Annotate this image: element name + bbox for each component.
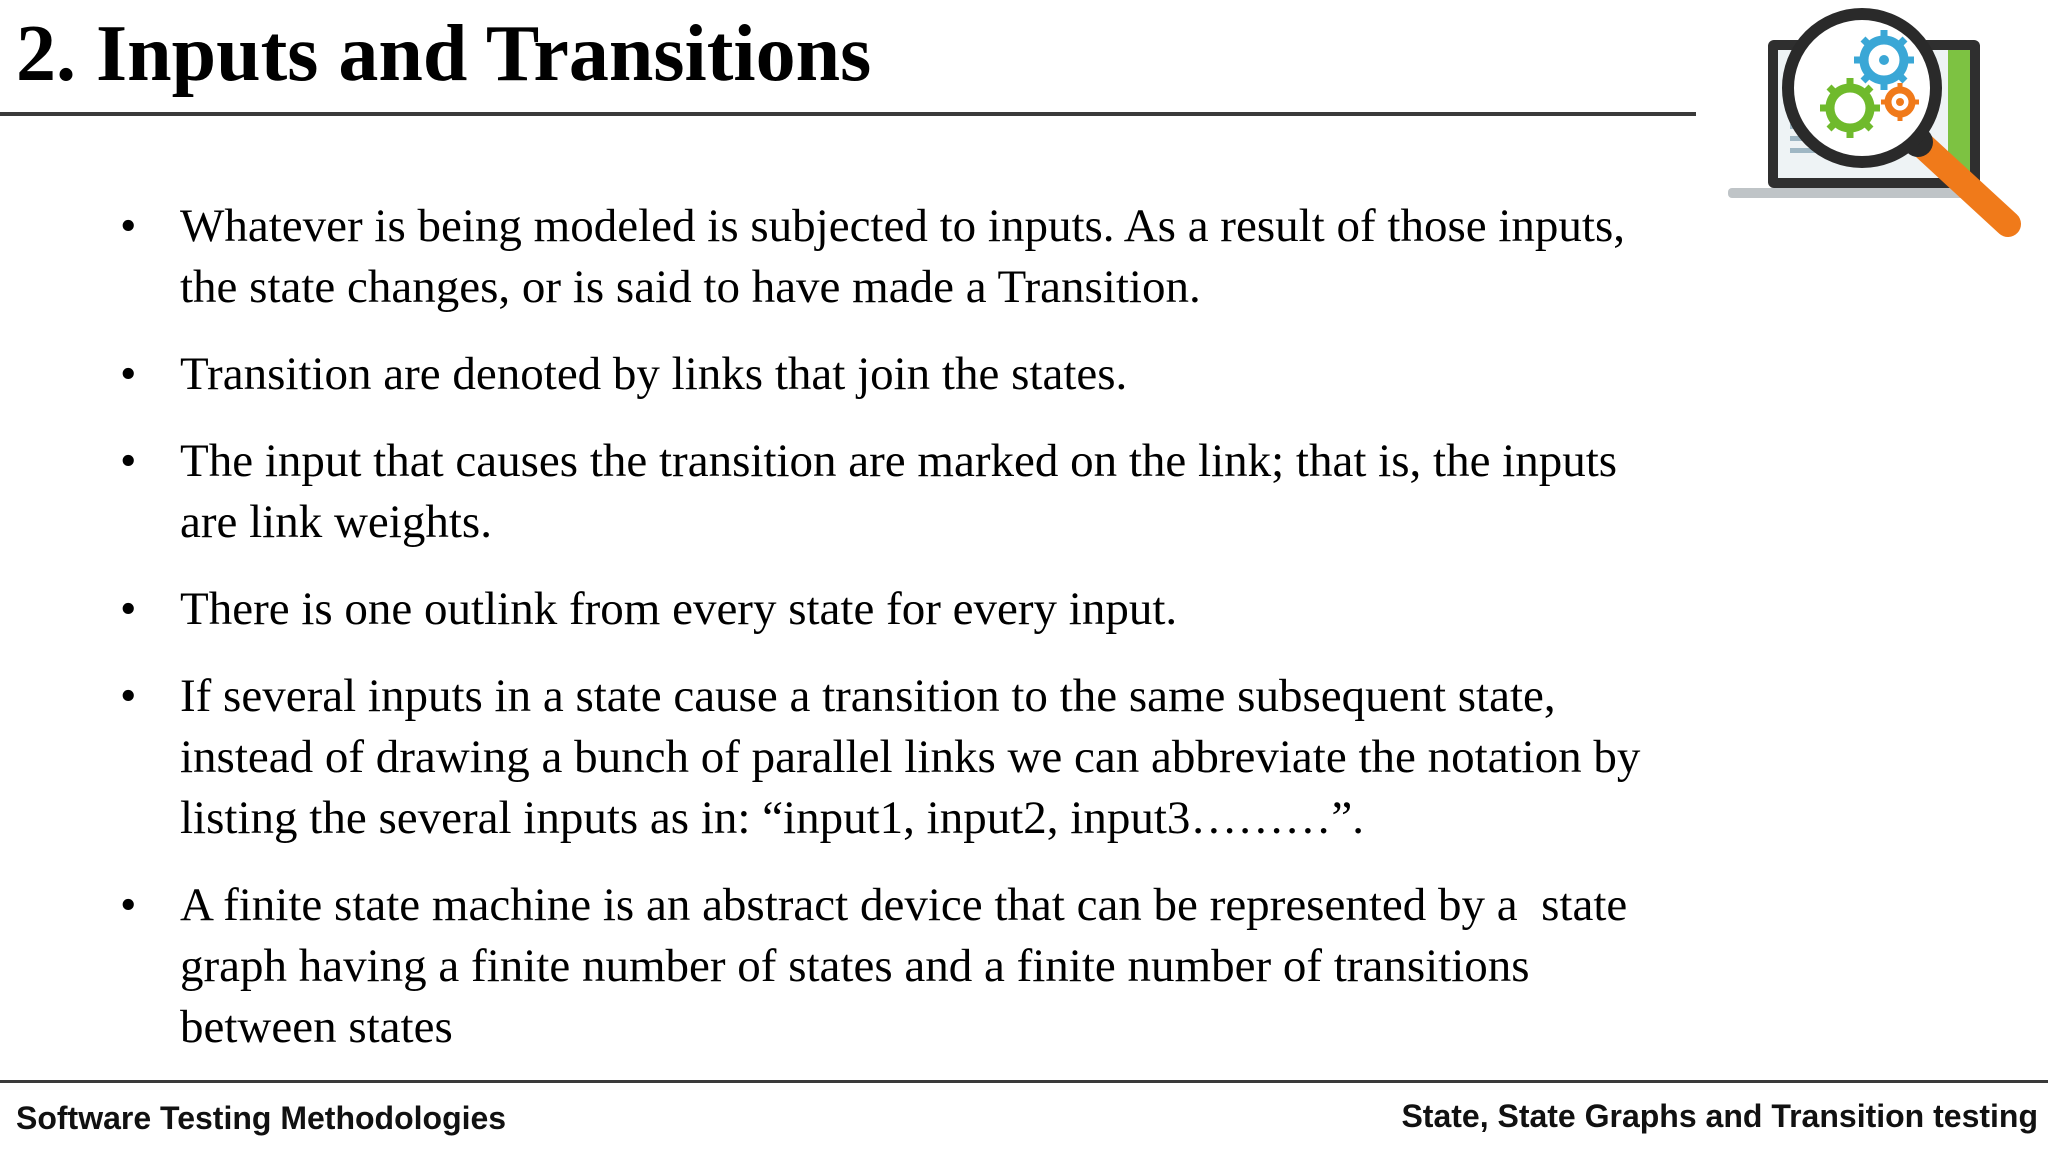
bullet-item	[118, 579, 1818, 640]
title-underline	[0, 112, 1696, 116]
footer-divider	[0, 1080, 2048, 1083]
bullet-item	[118, 666, 1818, 849]
footer-topic-name: State, State Graphs and Transition testing	[1401, 1098, 2038, 1134]
bullet-list	[118, 196, 1818, 1084]
bullet-text: Transition are denoted by links that join the states.	[180, 348, 1128, 400]
footer-course-name: Software Testing Methodologies	[16, 1100, 507, 1136]
bullet-item	[118, 431, 1818, 553]
bullet-item	[118, 196, 1818, 318]
slide-title: 2. Inputs and Transitions	[16, 10, 872, 98]
bullet-marker: •	[120, 670, 137, 722]
bullet-marker: •	[120, 583, 137, 635]
gear-blue-icon	[1854, 30, 1914, 90]
bullet-text: If several inputs in a state cause a transition to the same subsequent state, instead of drawing a bunch of parallel links we can abbreviate the notation by listing the several inputs as in: “input1, input2, input3………”.	[180, 670, 1641, 844]
bullet-text: A finite state machine is an abstract device that can be represented by a state graph having a finite number of states and a finite number of transitions between states	[180, 879, 1628, 1053]
bullet-text: Whatever is being modeled is subjected to inputs. As a result of those inputs, the state changes, or is said to have made a Transition.	[180, 200, 1625, 313]
bullet-text: The input that causes the transition are marked on the link; that is, the inputs are link weights.	[180, 435, 1618, 548]
bullet-marker: •	[120, 200, 137, 252]
bullet-marker: •	[120, 435, 137, 487]
bullet-text: There is one outlink from every state for every input.	[180, 583, 1178, 635]
bullet-marker: •	[120, 879, 137, 931]
bullet-marker: •	[120, 348, 137, 400]
bullet-item	[118, 344, 1818, 405]
bullet-item	[118, 875, 1818, 1058]
